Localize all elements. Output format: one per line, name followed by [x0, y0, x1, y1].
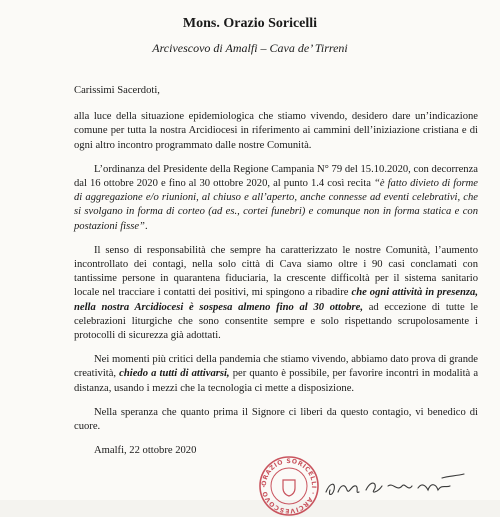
paragraph-ordinance: [74, 163, 478, 234]
seal-crest-icon: [283, 480, 295, 496]
ordinance-text: L’ordinanza del Presidente della Regione Campania N° 79 del 15.10.2020, con decorrenza dal 16 ottobre 2020 e fino al 30 ottobre 2020, al punto 1.4 così recita: [74, 163, 478, 190]
creativity-end: per quanto è possibile, per favorire incontri in modalità a distanza, usando i mezzi che la tecnologia ci mette a disposizione.: [74, 368, 479, 394]
ordinance-end: .: [144, 220, 148, 232]
seal-lettering: ORAZIO SORICELLI · ARCIVESCOVO ·: [260, 457, 318, 515]
archbishop-seal: [258, 455, 320, 517]
responsibility-text: Il senso di responsabilità che sempre ha caratterizzato le nostre Comunità, l’aumento incontrollato dei contagi, nella solo città di Cava siamo oltre i 90 casi conclamati con tantissime persone in quarantena fiduciaria, la crescente difficoltà per il sistema sanitario locale nel tracciare i contatti dei positivi, mi spingono a ribadire: [74, 244, 478, 299]
letterhead-subtitle: Arcivescovo di Amalfi – Cava de’ Tirreni: [152, 41, 348, 55]
letter-body: [74, 84, 478, 468]
paragraph-responsibility: [74, 244, 478, 343]
activation-request: chiedo a tutti di attivarsi,: [119, 368, 230, 380]
letter-date: Amalfi, 22 ottobre 2020: [94, 445, 197, 457]
responsibility-exception: ad eccezione di tutte le celebrazioni liturgiche che sono consentite sempre e solo rispettando scrupolosamente i protocolli di sicurezza già adottati.: [74, 301, 478, 342]
suspension-notice: che ogni attività in presenza, nella nostra Arcidiocesi è sospesa almeno fino al 30 ottobre,: [74, 287, 478, 313]
letter-greeting: Carissimi Sacerdoti,: [74, 85, 160, 96]
svg-text:ORAZIO SORICELLI · ARCIVESCOVO: [261, 458, 317, 514]
handwritten-signature: [322, 466, 472, 500]
letterhead: [0, 16, 500, 56]
letterhead-title: Mons. Orazio Soricelli: [182, 16, 318, 31]
paragraph-creativity: [74, 353, 478, 396]
paragraph-blessing: Nella speranza che quanto prima il Signore ci liberi da questo contagio, vi benedico di cuore.: [74, 406, 478, 433]
paragraph-intro: alla luce della situazione epidemiologica che stiamo vivendo, desidero dare un’indicazione comune per tutta la nostra Arcidiocesi in riferimento ai cammini dell’iniziazione cristiana e di ogni altro incontro programmato dalle nostre Comunità.: [74, 111, 478, 151]
creativity-text: Nei momenti più critici della pandemia che stiamo vivendo, abbiamo dato prova di grande creatività,: [74, 354, 478, 380]
ordinance-quote: “è fatto divieto di forme di aggregazione e/o riunioni, al chiuso e all’aperto, anche connesse ad eventi celebrativi, che si svolgano in forma di corteo (ad es., cortei funebri) e comunque non in forma statica e con postazioni fisse”: [74, 178, 478, 232]
